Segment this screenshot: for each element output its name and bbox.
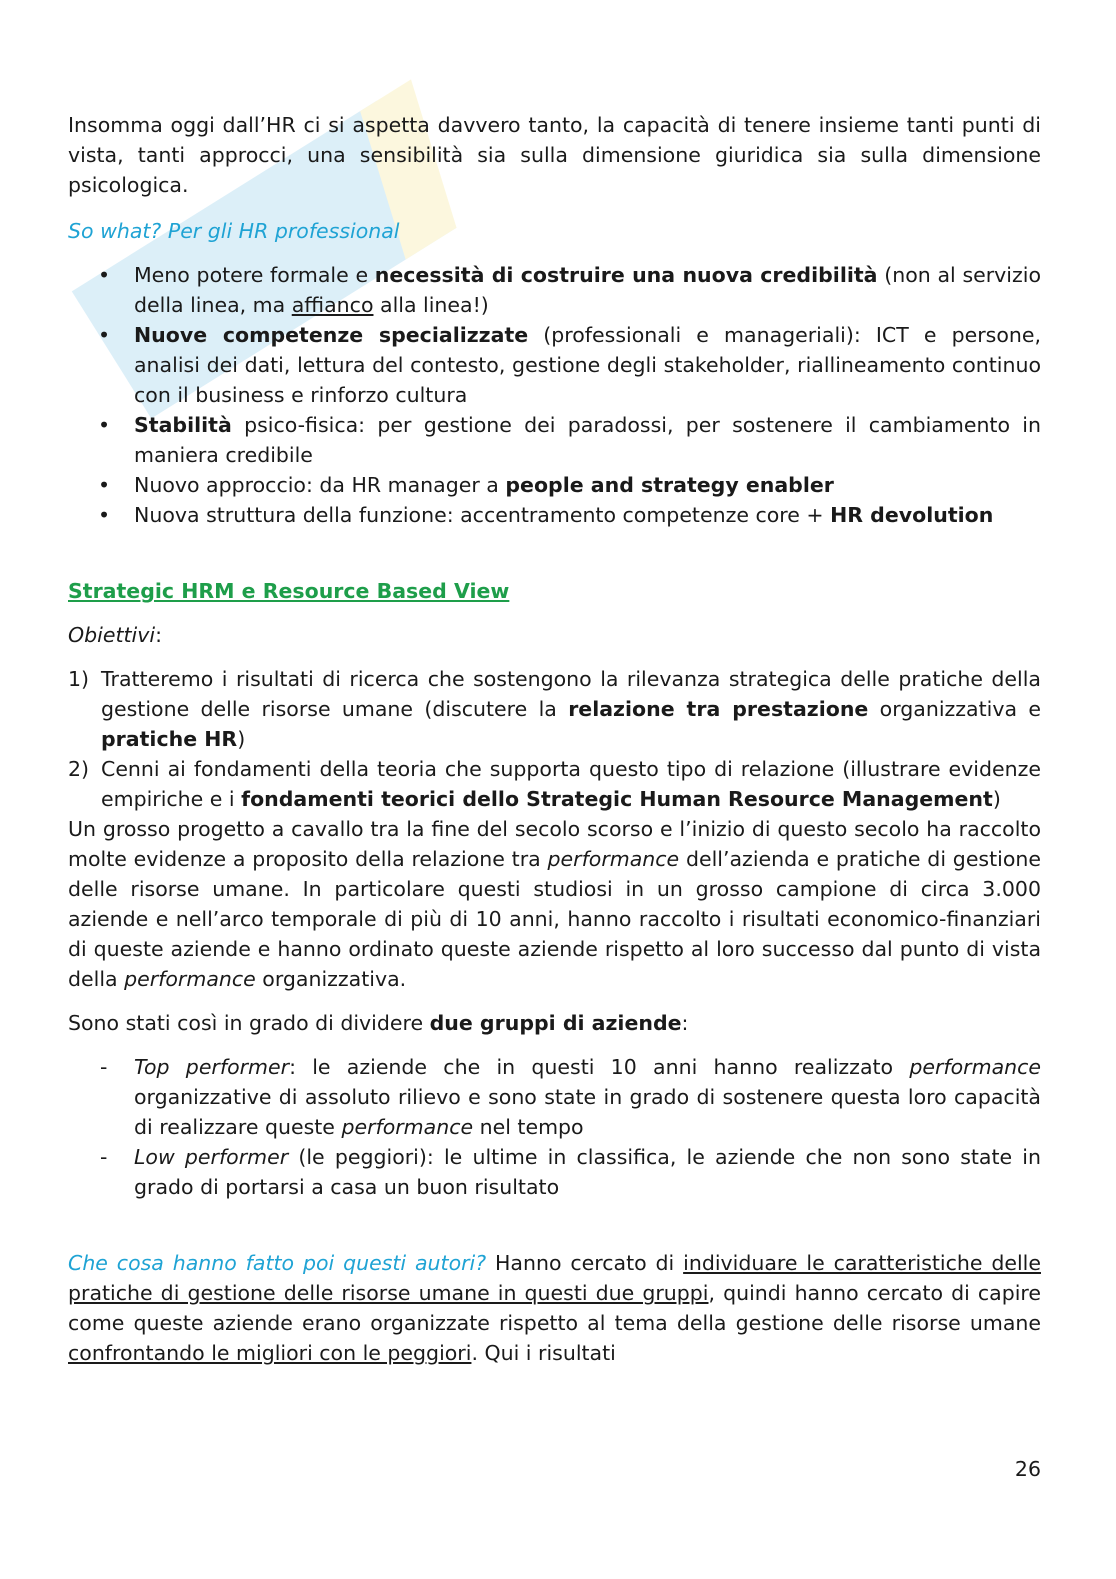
final-paragraph: Che cosa hanno fatto poi questi autori? Hanno cercato di individuare le caratteristiche delle pratiche di gestione delle risorse umane in questi due gruppi, quindi hanno cercato di capire come queste aziende erano organizzate rispetto al tema della gestione delle risorse umane confrontando le migliori con le peggiori. Qui i risultati <box>68 1251 1041 1365</box>
question-text: Che cosa hanno fatto poi questi autori? <box>68 1251 487 1275</box>
list-item: • Meno potere formale e necessità di costruire una nuova credibilità (non al servizio della linea, ma affianco alla linea!) <box>68 260 1041 320</box>
bullet-icon: • <box>98 473 111 497</box>
list-item: 2) Cenni ai fondamenti della teoria che supporta questo tipo di relazione (illustrare evidenze empiriche e i fondamenti teorici dello Strategic Human Resource Management) <box>68 754 1041 814</box>
dash-icon: - <box>100 1145 108 1169</box>
bullet-icon: • <box>98 323 111 347</box>
intro-paragraph <box>68 110 1041 200</box>
list-item: • Nuova struttura della funzione: accentramento competenze core + HR devolution <box>68 500 1041 530</box>
document-page <box>68 110 1041 1368</box>
objectives-label: Obiettivi: <box>68 623 162 647</box>
list-item: 1) Tratteremo i risultati di ricerca che sostengono la rilevanza strategica delle pratiche della gestione delle risorse umane (discutere la relazione tra prestazione organizzativa e pratiche HR) <box>68 664 1041 754</box>
list-item: - Top performer: le aziende che in questi 10 anni hanno realizzato performance organizzative di assoluto rilievo e sono state in grado di sostenere questa loro capacità di realizzare queste performance nel tempo <box>68 1052 1041 1142</box>
bullet-icon: • <box>98 503 111 527</box>
list-number: 2) <box>68 757 90 781</box>
project-paragraph: Un grosso progetto a cavallo tra la fine del secolo scorso e l’inizio di questo secolo ha raccolto molte evidenze a proposito della relazione tra performance dell’azienda e pratiche di gestione delle risorse umane. In particolare questi studiosi in un grosso campione di circa 3.000 aziende e nell’arco temporale di più di 10 anni, hanno raccolto i risultati economico-finanziari di queste aziende e hanno ordinato queste aziende rispetto al loro successo dal punto di vista della performance organizzativa. <box>68 817 1041 991</box>
dash-icon: - <box>100 1055 108 1079</box>
bullet-icon: • <box>98 413 111 437</box>
list-item: - Low performer (le peggiori): le ultime in classifica, le aziende che non sono state in grado di portarsi a casa un buon risultato <box>68 1142 1041 1202</box>
bullet-icon: • <box>98 263 111 287</box>
page-number: 26 <box>1014 1457 1041 1481</box>
so-what-subtitle: So what? Per gli HR professional <box>68 219 400 243</box>
list-item: • Nuove competenze specializzate (professionali e manageriali): ICT e persone, analisi dei dati, lettura del contesto, gestione degli stakeholder, riallineamento continuo con il business e rinforzo cultura <box>68 320 1041 410</box>
hr-professional-list <box>68 260 1041 530</box>
groups-list <box>68 1052 1041 1202</box>
section-heading: Strategic HRM e Resource Based View <box>68 579 510 603</box>
list-item: • Stabilità psico-fisica: per gestione dei paradossi, per sostenere il cambiamento in maniera credibile <box>68 410 1041 470</box>
list-number: 1) <box>68 667 90 691</box>
groups-intro: Sono stati così in grado di dividere due gruppi di aziende: <box>68 1011 689 1035</box>
list-item: • Nuovo approccio: da HR manager a people and strategy enabler <box>68 470 1041 500</box>
objectives-list <box>68 664 1041 814</box>
intro-text: Insomma oggi dall’HR ci si aspetta davvero tanto, la capacità di tenere insieme tanti punti di vista, tanti approcci, una sensibilità sia sulla dimensione giuridica sia sulla dimensione psicologica. <box>68 113 1041 197</box>
